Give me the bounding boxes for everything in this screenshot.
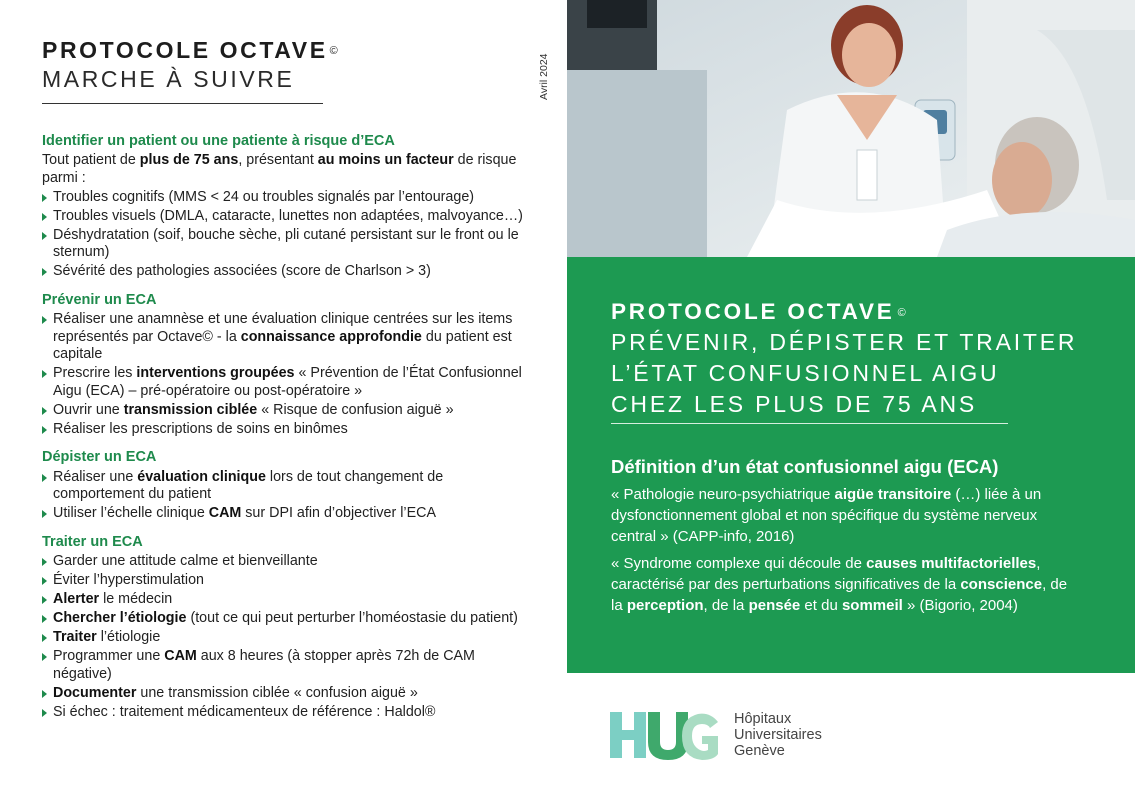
text-run: sur DPI afin d’objectiver l’ECA <box>241 505 436 521</box>
protocol-section <box>42 533 532 722</box>
triangle-bullet-icon <box>42 474 47 482</box>
panel-copyright-mark: © <box>897 307 906 319</box>
panel-subtitle-line: L’ÉTAT CONFUSIONNEL AIGU <box>611 360 1000 386</box>
bullet-list <box>42 469 532 523</box>
triangle-bullet-icon <box>42 615 47 623</box>
list-item <box>42 311 532 364</box>
emphasis-text: Documenter <box>53 684 137 701</box>
text-run: Ouvrir une <box>53 401 124 418</box>
text-run: Troubles cognitifs (MMS < 24 ou troubles signalés par l’entourage) <box>53 188 475 205</box>
list-item <box>42 227 532 262</box>
list-item <box>42 591 532 609</box>
page-subtitle: MARCHE À SUIVRE <box>42 66 295 92</box>
panel-subtitle-line: PRÉVENIR, DÉPISTER ET TRAITER <box>611 329 1078 355</box>
emphasis-text: interventions groupées <box>136 365 295 381</box>
text-run: Éviter l’hyperstimulation <box>53 572 204 588</box>
panel-subtitle-line: CHEZ LES PLUS DE 75 ANS <box>611 391 978 417</box>
section-title: Identifier un patient ou une patiente à risque d’ECA <box>42 133 395 149</box>
text-run: « Pathologie neuro-psychiatrique <box>611 486 835 503</box>
text-run: Tout patient de <box>42 152 140 168</box>
text-run: Déshydratation (soif, bouche sèche, pli cutané persistant sur le front ou le sternum) <box>53 226 519 260</box>
text-run: Programmer une <box>53 648 165 664</box>
panel-divider <box>611 423 1008 424</box>
list-item <box>42 189 532 207</box>
text-run: aux 8 heures (à stopper après 72h de CAM négative) <box>53 648 475 682</box>
header <box>42 36 532 104</box>
triangle-bullet-icon <box>42 577 47 585</box>
emphasis-text: Chercher l’étiologie <box>53 610 187 626</box>
bullet-list <box>42 189 532 281</box>
triangle-bullet-icon <box>42 653 47 661</box>
list-item <box>42 402 532 420</box>
triangle-bullet-icon <box>42 558 47 566</box>
emphasis-text: plus de 75 ans <box>139 152 239 168</box>
copyright-mark: © <box>329 45 338 57</box>
emphasis-text: perception <box>626 597 704 614</box>
text-run: Troubles visuels (DMLA, cataracte, lunettes non adaptées, malvoyance…) <box>53 207 523 224</box>
triangle-bullet-icon <box>42 213 47 221</box>
text-run: le médecin <box>99 591 173 607</box>
panel-title: PROTOCOLE OCTAVE © <box>611 299 906 324</box>
emphasis-text: CAM <box>208 505 242 521</box>
text-run: lors de tout changement de comportement du patient <box>53 468 444 502</box>
panel-subtitle <box>611 327 1121 420</box>
triangle-bullet-icon <box>42 194 47 202</box>
protocol-section <box>42 132 532 281</box>
emphasis-text: transmission ciblée <box>123 401 258 418</box>
triangle-bullet-icon <box>42 709 47 717</box>
section-title: Dépister un ECA <box>42 449 157 465</box>
list-item <box>42 629 532 647</box>
emphasis-text: causes multifactorielles <box>866 555 1037 572</box>
emphasis-text: Alerter <box>53 591 100 607</box>
text-run: « Risque de confusion aiguë » <box>257 401 454 418</box>
text-run: » (Bigorio, 2004) <box>902 597 1018 614</box>
definition-title: Définition d’un état confusionnel aigu (ECA) <box>611 456 999 477</box>
bullet-list <box>42 553 532 721</box>
list-item <box>42 263 532 281</box>
triangle-bullet-icon <box>42 634 47 642</box>
text-run: (…) liée à un dysfonctionnement global et non spécifique du système nerveux central » (CAPP-info, 2016) <box>611 486 1042 545</box>
photo-illustration <box>567 0 1135 257</box>
list-item <box>42 685 532 703</box>
text-run: une transmission ciblée « confusion aiguë » <box>136 684 418 701</box>
section-title: Traiter un ECA <box>42 533 143 550</box>
text-run: , de la <box>611 576 1068 614</box>
text-run: Garder une attitude calme et bienveillante <box>53 553 318 569</box>
text-run: et du <box>800 597 842 614</box>
list-item <box>42 610 532 628</box>
list-item <box>42 208 532 226</box>
text-run: « Prévention de l’État Confusionnel Aigu (ECA) – pré-opératoire ou post-opératoire » <box>53 365 522 399</box>
emphasis-text: conscience <box>960 576 1043 593</box>
triangle-bullet-icon <box>42 370 47 378</box>
section-title: Prévenir un ECA <box>42 291 157 308</box>
text-run: Réaliser une <box>53 468 138 485</box>
emphasis-text: sommeil <box>841 597 903 614</box>
text-run: « Syndrome complexe qui découle de <box>611 555 867 572</box>
text-run: de risque parmi : <box>42 152 517 186</box>
emphasis-text: aigüe transitoire <box>834 486 952 503</box>
logo-line: Universitaires <box>734 727 822 743</box>
definition-quote <box>611 553 1081 616</box>
hug-logo-text <box>734 711 822 759</box>
logo-line: Hôpitaux <box>734 711 792 727</box>
emphasis-text: évaluation clinique <box>137 468 266 485</box>
definition-panel <box>567 257 1135 673</box>
text-run: Sévérité des pathologies associées (score de Charlson > 3) <box>53 263 431 279</box>
protocol-section <box>42 291 532 439</box>
list-item <box>42 704 532 722</box>
triangle-bullet-icon <box>42 268 47 276</box>
list-item <box>42 469 532 504</box>
text-run: Réaliser les prescriptions de soins en binômes <box>53 420 348 437</box>
emphasis-text: CAM <box>164 648 197 664</box>
list-item <box>42 505 532 523</box>
text-run: (tout ce qui peut perturber l’homéostasie du patient) <box>186 610 518 626</box>
text-run: , caractérisé par des perturbations significatives de la <box>611 555 1041 593</box>
emphasis-text: au moins un facteur <box>317 152 454 168</box>
publication-date: Avril 2024 <box>538 53 550 100</box>
list-item <box>42 365 532 400</box>
text-run: Si échec : traitement médicamenteux de référence : Haldol® <box>53 703 436 720</box>
text-run: , de la <box>703 597 749 614</box>
list-item <box>42 572 532 590</box>
text-run: , présentant <box>238 152 318 168</box>
list-item <box>42 648 532 683</box>
protocol-section <box>42 448 532 523</box>
definition-quote <box>611 484 1081 547</box>
text-run: du patient est capitale <box>53 328 512 362</box>
text-run: Utiliser l’échelle clinique <box>53 505 209 521</box>
bullet-list <box>42 311 532 438</box>
logo-line: Genève <box>734 743 785 759</box>
emphasis-text: pensée <box>748 597 801 614</box>
section-intro <box>42 151 532 187</box>
text-run: Prescrire les <box>53 365 137 381</box>
emphasis-text: connaissance approfondie <box>240 328 422 345</box>
page-title: PROTOCOLE OCTAVE © <box>42 37 338 63</box>
list-item <box>42 553 532 571</box>
triangle-bullet-icon <box>42 596 47 604</box>
triangle-bullet-icon <box>42 510 47 518</box>
triangle-bullet-icon <box>42 690 47 698</box>
text-run: Réaliser une anamnèse et une évaluation clinique centrées sur les items représentés par Octave© - la <box>53 311 513 345</box>
triangle-bullet-icon <box>42 407 47 415</box>
triangle-bullet-icon <box>42 426 47 434</box>
list-item <box>42 421 532 439</box>
protocol-sections <box>42 132 532 731</box>
title-divider <box>42 103 323 104</box>
emphasis-text: Traiter <box>53 629 97 645</box>
triangle-bullet-icon <box>42 316 47 324</box>
nurse-patient-photo <box>567 0 1135 257</box>
triangle-bullet-icon <box>42 232 47 240</box>
text-run: l’étiologie <box>96 629 161 645</box>
